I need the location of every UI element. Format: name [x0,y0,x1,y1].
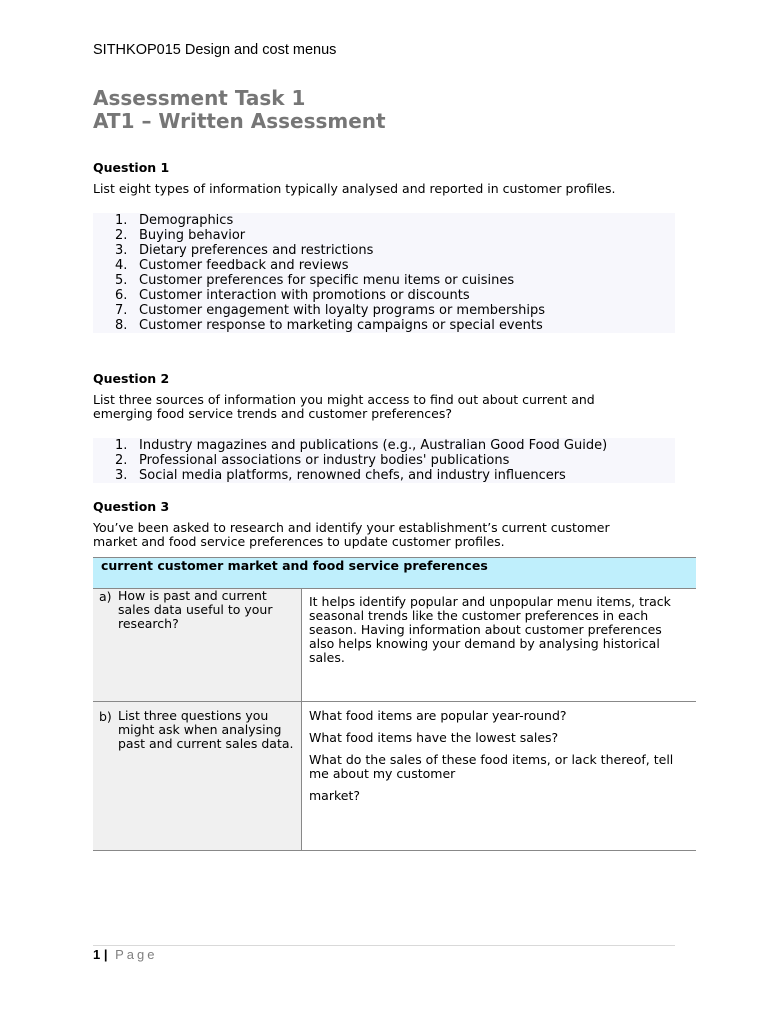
list-item: 4. Customer feedback and reviews [115,258,349,273]
answer-line: market? [309,788,360,803]
list-item: 6. Customer interaction with promotions or discounts [115,288,470,303]
row-label: b) [99,709,112,724]
question-1-answer-list [93,213,675,333]
answer-cell[interactable] [302,589,697,702]
footer-separator: | [103,947,108,962]
table-header: current customer market and food service preferences [93,558,696,589]
table-row [93,589,696,702]
list-item: 3. Social media platforms, renowned chefs, and industry influencers [115,468,566,483]
question-1-heading: Question 1 [93,160,170,175]
footer-divider [93,945,675,946]
assessment-title: Assessment Task 1 [93,86,306,110]
list-item: 1. Demographics [115,213,234,228]
answer-cell[interactable] [302,702,697,851]
row-question: List three questions you might ask when analysing past and current sales data. [118,708,294,751]
answer-line: What food items have the lowest sales? [309,730,559,745]
document-header: SITHKOP015 Design and cost menus [93,42,337,58]
question-1-prompt: List eight types of information typically analysed and reported in customer profiles. [93,181,616,196]
row-label: a) [99,589,112,604]
question-cell [93,589,302,702]
list-item: 7. Customer engagement with loyalty programs or memberships [115,303,545,318]
list-item: 8. Customer response to marketing campaigns or special events [115,318,543,333]
table-row [93,702,696,851]
page-number: 1 [93,947,101,962]
list-item: 2. Professional associations or industry bodies' publications [115,453,510,468]
row-answer: It helps identify popular and unpopular menu items, track seasonal trends like the customer preferences in each season. Having information about customer preferences also helps knowing your demand by analysing historical sales. [309,594,671,665]
question-2-prompt: List three sources of information you might access to find out about current and emerging food service trends and customer preferences? [93,392,595,421]
list-item: 5. Customer preferences for specific menu items or cuisines [115,273,515,288]
list-item: 3. Dietary preferences and restrictions [115,243,374,258]
question-3-heading: Question 3 [93,499,170,514]
question-2-answer-list [93,438,675,483]
question-3-prompt: You’ve been asked to research and identify your establishment’s current customer market and food service preferences to update customer profiles. [93,520,610,549]
page-label: Page [115,947,158,962]
answer-line: What food items are popular year-round? [309,708,567,723]
question-3-table [93,557,696,851]
row-question: How is past and current sales data useful to your research? [118,588,273,631]
list-item: 1. Industry magazines and publications (e.g., Australian Good Food Guide) [115,438,608,453]
assessment-subtitle: AT1 – Written Assessment [93,109,386,133]
page-footer [93,947,158,962]
list-item: 2. Buying behavior [115,228,246,243]
question-cell [93,702,302,851]
answer-line: What do the sales of these food items, or lack thereof, tell me about my customer [309,752,674,781]
question-2-heading: Question 2 [93,371,170,386]
